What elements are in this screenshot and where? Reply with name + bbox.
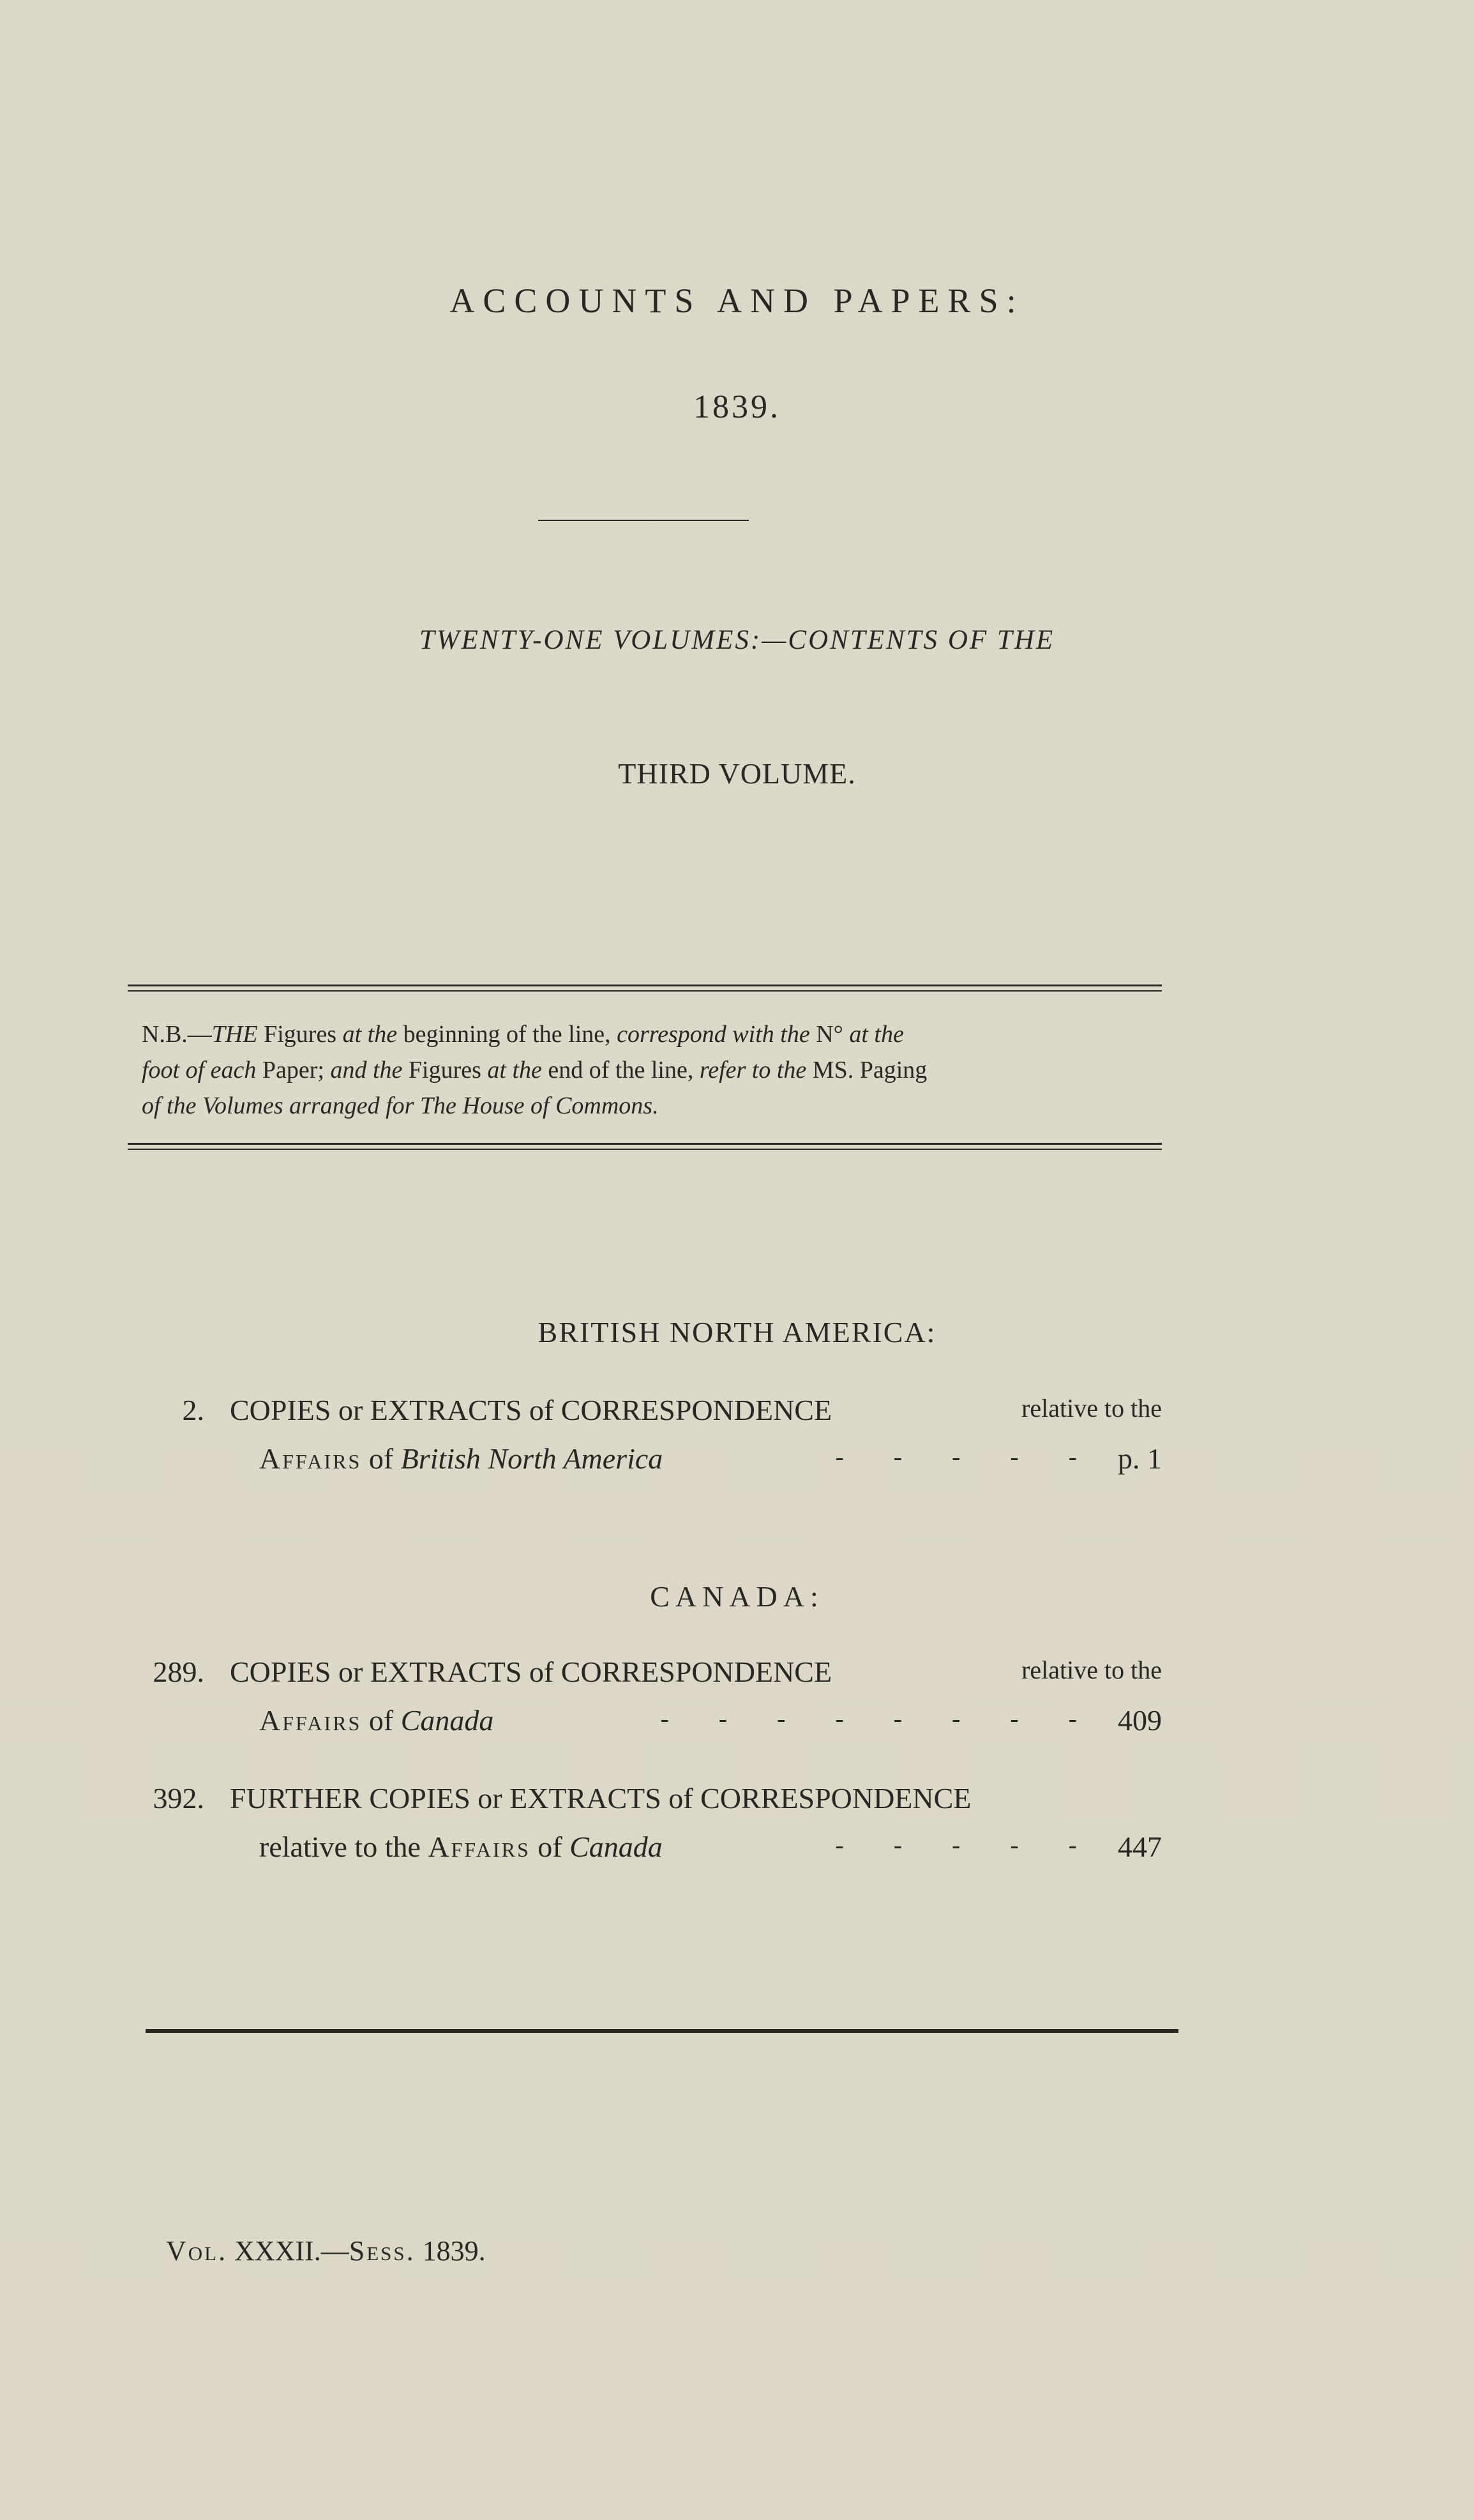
volumes-line: TWENTY-ONE VOLUMES:—CONTENTS OF THE: [419, 625, 1055, 655]
nb-note: [142, 1016, 1147, 1124]
contents-entry: [140, 1655, 1162, 1744]
contents-entry: [140, 1781, 1162, 1871]
entry-line-2: relative to the Affairs of Canada - - - - - 447: [259, 1830, 1162, 1863]
page-number: p. 1: [1118, 1442, 1162, 1475]
dot-leaders: - - - - -: [835, 1830, 1099, 1859]
nb-line-2: foot of each Paper; and the Figures at the end of the line, refer to the MS. Paging: [142, 1057, 928, 1083]
dot-leaders: - - - - -: [835, 1442, 1099, 1471]
entry-line-1: COPIES or EXTRACTS of CORRESPONDENCE relative to the: [230, 1656, 1162, 1688]
page-number: 447: [1118, 1830, 1162, 1863]
entry-line-2: Affairs of Canada - - - - - - - - 409: [259, 1704, 1162, 1737]
entry-line-2: Affairs of British North America - - - - - p. 1: [259, 1442, 1162, 1475]
entry-number: 289.: [153, 1656, 204, 1688]
contents-entry: [140, 1393, 1162, 1483]
title-divider: [538, 520, 749, 521]
entry-number: 2.: [182, 1394, 204, 1426]
entry-line-1: COPIES or EXTRACTS of CORRESPONDENCE relative to the: [230, 1394, 1162, 1426]
entry-number: 392.: [153, 1782, 204, 1815]
section-heading-british-north-america: BRITISH NORTH AMERICA:: [538, 1316, 936, 1348]
document-year: 1839.: [693, 389, 781, 425]
nb-line-3: of the Volumes arranged for The House of Commons.: [142, 1092, 659, 1119]
section-heading-canada: CANADA:: [650, 1580, 824, 1613]
nb-top-rule: [128, 985, 1162, 992]
volume-heading: THIRD VOLUME.: [618, 757, 856, 790]
document-title: ACCOUNTS AND PAPERS:: [449, 282, 1025, 320]
volume-footer: Vol. XXXII.—Sess. 1839.: [166, 2235, 486, 2267]
nb-bottom-rule: [128, 1143, 1162, 1150]
entry-line-1: FURTHER COPIES or EXTRACTS of CORRESPONDENCE: [230, 1782, 972, 1815]
page-number: 409: [1118, 1704, 1162, 1737]
bottom-rule: [146, 2029, 1178, 2033]
nb-line-1: N.B.—THE Figures at the beginning of the line, correspond with the N° at the: [142, 1021, 904, 1048]
dot-leaders: - - - - - - - -: [660, 1704, 1099, 1733]
